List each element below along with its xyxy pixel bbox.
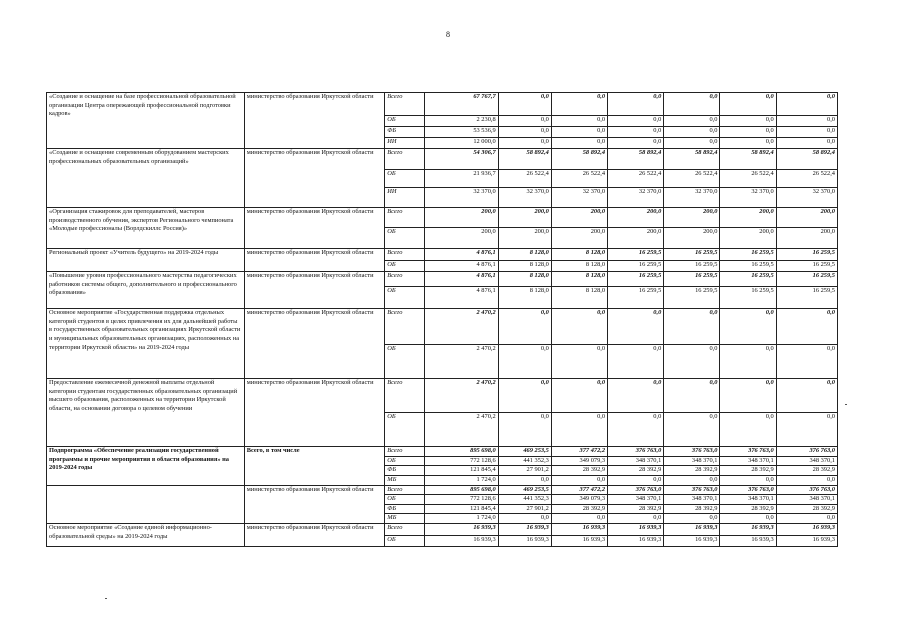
amount-cell: 0,0 [720, 127, 776, 138]
amount-cell: 0,0 [664, 475, 720, 485]
amount-cell: 0,0 [776, 116, 837, 127]
funding-source-cell: Всего [385, 149, 425, 170]
amount-cell: 16 259,5 [776, 287, 837, 309]
amount-cell: 0,0 [498, 345, 551, 379]
amount-cell: 0,0 [720, 345, 776, 379]
amount-cell: 32 370,0 [664, 188, 720, 208]
amount-cell: 26 522,4 [498, 170, 551, 188]
amount-cell: 28 392,9 [608, 466, 664, 476]
amount-cell: 0,0 [776, 413, 837, 447]
amount-cell: 0,0 [551, 379, 607, 413]
amount-cell: 28 392,9 [664, 504, 720, 514]
amount-cell: 58 892,4 [720, 149, 776, 170]
amount-cell: 0,0 [608, 514, 664, 524]
amount-cell: 0,0 [551, 514, 607, 524]
amount-cell: 16 939,3 [551, 536, 607, 547]
funding-source-cell: Всего [385, 447, 425, 457]
funding-source-cell: ОБ [385, 345, 425, 379]
amount-cell: 376 763,0 [776, 447, 837, 457]
funding-source-cell: ФБ [385, 127, 425, 138]
amount-cell: 32 370,0 [720, 188, 776, 208]
amount-cell: 0,0 [720, 514, 776, 524]
amount-cell: 32 370,0 [425, 188, 498, 208]
financing-table [46, 92, 838, 547]
amount-cell: 0,0 [664, 379, 720, 413]
amount-cell: 0,0 [776, 345, 837, 379]
amount-cell: 121 845,4 [425, 504, 498, 514]
table-row [47, 208, 838, 228]
amount-cell: 1 724,0 [425, 475, 498, 485]
amount-cell: 8 128,0 [498, 272, 551, 287]
amount-cell: 0,0 [551, 309, 607, 345]
funding-source-cell: Всего [385, 309, 425, 345]
measure-name-cell: Основное мероприятие «Создание единой информационно-образовательной среды» на 2019-2024 годы [47, 524, 245, 547]
amount-cell: 0,0 [608, 379, 664, 413]
funding-source-cell: ОБ [385, 261, 425, 272]
funding-source-cell: Всего [385, 272, 425, 287]
executor-cell: министерство образования Иркутской области [244, 208, 385, 249]
executor-cell: министерство образования Иркутской области [244, 309, 385, 379]
amount-cell: 58 892,4 [498, 149, 551, 170]
scan-speck [105, 598, 107, 599]
amount-cell: 200,0 [425, 208, 498, 228]
amount-cell: 12 000,0 [425, 138, 498, 149]
amount-cell: 0,0 [664, 345, 720, 379]
amount-cell: 0,0 [720, 475, 776, 485]
amount-cell: 28 392,9 [720, 466, 776, 476]
amount-cell: 0,0 [551, 127, 607, 138]
amount-cell: 16 259,5 [776, 272, 837, 287]
funding-source-cell: ФБ [385, 504, 425, 514]
amount-cell: 27 901,2 [498, 466, 551, 476]
page-number: 8 [446, 30, 450, 39]
table-row [47, 379, 838, 413]
funding-source-cell: Всего [385, 379, 425, 413]
amount-cell: 0,0 [608, 413, 664, 447]
amount-cell: 4 876,1 [425, 261, 498, 272]
scan-speck [845, 404, 847, 405]
amount-cell: 772 128,6 [425, 456, 498, 466]
amount-cell: 200,0 [608, 208, 664, 228]
amount-cell: 200,0 [720, 228, 776, 249]
amount-cell: 0,0 [551, 475, 607, 485]
amount-cell: 16 939,3 [498, 524, 551, 536]
executor-cell: министерство образования Иркутской области [244, 485, 385, 524]
funding-source-cell: ОБ [385, 456, 425, 466]
amount-cell: 16 259,5 [720, 261, 776, 272]
measure-name-cell: «Организация стажировок для преподавателей, мастеров производственного обучения, экспертов Регионального чемпионата «Молодые профессионалы (Ворлдскиллс Россия)» [47, 208, 245, 249]
funding-source-cell: МБ [385, 475, 425, 485]
funding-source-cell: ОБ [385, 116, 425, 127]
amount-cell: 0,0 [608, 116, 664, 127]
amount-cell: 200,0 [664, 208, 720, 228]
amount-cell: 0,0 [664, 309, 720, 345]
amount-cell: 4 876,1 [425, 272, 498, 287]
amount-cell: 16 939,3 [608, 536, 664, 547]
amount-cell: 16 259,5 [664, 249, 720, 261]
amount-cell: 16 259,5 [608, 287, 664, 309]
amount-cell: 469 253,5 [498, 447, 551, 457]
amount-cell: 0,0 [664, 127, 720, 138]
amount-cell: 0,0 [551, 413, 607, 447]
amount-cell: 16 259,5 [608, 261, 664, 272]
amount-cell: 8 128,0 [551, 287, 607, 309]
table-row [47, 447, 838, 457]
measure-name-cell: Основное мероприятие «Государственная поддержка отдельных категорий студентов в целях привлечения их для дальнейшей работы в государственных образовательных организациях Иркутской области и муниципальных образовательных организациях, расположенных на территории Иркутской области» на 2019-2024 годы [47, 309, 245, 379]
amount-cell: 0,0 [551, 138, 607, 149]
amount-cell: 32 370,0 [608, 188, 664, 208]
amount-cell: 2 470,2 [425, 345, 498, 379]
amount-cell: 0,0 [608, 309, 664, 345]
funding-source-cell: Всего [385, 249, 425, 261]
amount-cell: 0,0 [720, 93, 776, 116]
amount-cell: 16 939,3 [720, 536, 776, 547]
funding-source-cell: ИИ [385, 138, 425, 149]
table-row [47, 272, 838, 287]
amount-cell: 441 352,3 [498, 456, 551, 466]
measure-name-cell: «Создание и оснащение современным оборудованием мастерских профессиональных образовательных организаций» [47, 149, 245, 208]
amount-cell: 0,0 [498, 475, 551, 485]
amount-cell: 28 392,9 [551, 504, 607, 514]
measure-name-cell: Подпрограмма «Обеспечение реализации государственной программы и прочие мероприятия в области образования» на 2019-2024 годы [47, 447, 245, 486]
amount-cell: 376 763,0 [776, 485, 837, 495]
table-row [47, 485, 838, 495]
amount-cell: 16 259,5 [720, 249, 776, 261]
table-row [47, 149, 838, 170]
table-row [47, 524, 838, 536]
amount-cell: 0,0 [776, 514, 837, 524]
amount-cell: 16 259,5 [608, 249, 664, 261]
amount-cell: 0,0 [608, 127, 664, 138]
amount-cell: 348 370,1 [776, 495, 837, 505]
amount-cell: 0,0 [776, 309, 837, 345]
amount-cell: 348 370,1 [664, 456, 720, 466]
amount-cell: 200,0 [551, 208, 607, 228]
funding-source-cell: ОБ [385, 287, 425, 309]
measure-name-cell: «Повышение уровня профессионального мастерства педагогических работников системы общего, дополнительного и профессионального образования» [47, 272, 245, 309]
amount-cell: 28 392,9 [776, 504, 837, 514]
executor-cell: министерство образования Иркутской области [244, 93, 385, 149]
amount-cell: 16 259,5 [608, 272, 664, 287]
amount-cell: 469 253,5 [498, 485, 551, 495]
funding-source-cell: Всего [385, 93, 425, 116]
amount-cell: 8 128,0 [498, 261, 551, 272]
amount-cell: 58 892,4 [664, 149, 720, 170]
amount-cell: 377 472,2 [551, 447, 607, 457]
amount-cell: 441 352,3 [498, 495, 551, 505]
amount-cell: 121 845,4 [425, 466, 498, 476]
amount-cell: 53 536,9 [425, 127, 498, 138]
amount-cell: 348 370,1 [720, 495, 776, 505]
amount-cell: 8 128,0 [551, 249, 607, 261]
amount-cell: 200,0 [498, 208, 551, 228]
amount-cell: 200,0 [776, 228, 837, 249]
amount-cell: 348 370,1 [608, 495, 664, 505]
amount-cell: 0,0 [776, 93, 837, 116]
amount-cell: 16 259,5 [664, 272, 720, 287]
funding-source-cell: ОБ [385, 170, 425, 188]
amount-cell: 28 392,9 [776, 466, 837, 476]
table-row [47, 249, 838, 261]
funding-source-cell: ОБ [385, 228, 425, 249]
amount-cell: 16 259,5 [776, 261, 837, 272]
amount-cell: 16 939,3 [776, 536, 837, 547]
amount-cell: 0,0 [498, 116, 551, 127]
amount-cell: 58 892,4 [551, 149, 607, 170]
measure-name-cell [47, 485, 245, 524]
measure-name-cell: Региональный проект «Учитель будущего» на 2019-2024 годы [47, 249, 245, 272]
amount-cell: 0,0 [720, 379, 776, 413]
amount-cell: 200,0 [551, 228, 607, 249]
amount-cell: 200,0 [608, 228, 664, 249]
amount-cell: 28 392,9 [608, 504, 664, 514]
funding-source-cell: МБ [385, 514, 425, 524]
amount-cell: 32 370,0 [498, 188, 551, 208]
amount-cell: 8 128,0 [551, 261, 607, 272]
measure-name-cell: Предоставление ежемесячной денежной выплаты отдельной категории студентам государственных образовательных организаций высшего образования, расположенных на территории Иркутской области, на основании договора о целевом обучении [47, 379, 245, 447]
amount-cell: 26 522,4 [664, 170, 720, 188]
amount-cell: 376 763,0 [664, 485, 720, 495]
amount-cell: 2 230,8 [425, 116, 498, 127]
amount-cell: 16 939,3 [664, 536, 720, 547]
funding-source-cell: ОБ [385, 536, 425, 547]
amount-cell: 67 767,7 [425, 93, 498, 116]
amount-cell: 21 936,7 [425, 170, 498, 188]
amount-cell: 349 079,3 [551, 456, 607, 466]
amount-cell: 200,0 [425, 228, 498, 249]
amount-cell: 200,0 [776, 208, 837, 228]
amount-cell: 376 763,0 [664, 447, 720, 457]
funding-source-cell: Всего [385, 208, 425, 228]
amount-cell: 26 522,4 [608, 170, 664, 188]
amount-cell: 26 522,4 [551, 170, 607, 188]
amount-cell: 54 306,7 [425, 149, 498, 170]
amount-cell: 376 763,0 [720, 447, 776, 457]
amount-cell: 0,0 [664, 93, 720, 116]
amount-cell: 32 370,0 [776, 188, 837, 208]
amount-cell: 0,0 [720, 138, 776, 149]
amount-cell: 200,0 [664, 228, 720, 249]
amount-cell: 0,0 [498, 514, 551, 524]
amount-cell: 348 370,1 [608, 456, 664, 466]
amount-cell: 0,0 [720, 413, 776, 447]
amount-cell: 0,0 [664, 514, 720, 524]
executor-cell: министерство образования Иркутской области [244, 379, 385, 447]
amount-cell: 0,0 [498, 309, 551, 345]
amount-cell: 2 470,2 [425, 413, 498, 447]
amount-cell: 0,0 [608, 345, 664, 379]
amount-cell: 0,0 [498, 413, 551, 447]
amount-cell: 4 876,1 [425, 249, 498, 261]
amount-cell: 0,0 [608, 138, 664, 149]
amount-cell: 2 470,2 [425, 309, 498, 345]
executor-cell: министерство образования Иркутской области [244, 149, 385, 208]
amount-cell: 16 939,3 [664, 524, 720, 536]
amount-cell: 895 698,0 [425, 485, 498, 495]
amount-cell: 0,0 [498, 138, 551, 149]
amount-cell: 348 370,1 [776, 456, 837, 466]
amount-cell: 0,0 [551, 116, 607, 127]
amount-cell: 16 259,5 [720, 272, 776, 287]
amount-cell: 16 939,3 [608, 524, 664, 536]
amount-cell: 0,0 [551, 93, 607, 116]
amount-cell: 0,0 [551, 345, 607, 379]
amount-cell: 0,0 [498, 379, 551, 413]
amount-cell: 0,0 [664, 138, 720, 149]
funding-source-cell: ОБ [385, 495, 425, 505]
amount-cell: 16 259,5 [720, 287, 776, 309]
amount-cell: 376 763,0 [720, 485, 776, 495]
table-body [47, 93, 838, 547]
amount-cell: 28 392,9 [720, 504, 776, 514]
amount-cell: 26 522,4 [776, 170, 837, 188]
executor-cell: министерство образования Иркутской области [244, 249, 385, 272]
table-row [47, 93, 838, 116]
amount-cell: 27 901,2 [498, 504, 551, 514]
amount-cell: 16 259,5 [664, 261, 720, 272]
amount-cell: 200,0 [498, 228, 551, 249]
executor-cell: Всего, в том числе [244, 447, 385, 486]
measure-name-cell: «Создание и оснащение на базе профессиональной образовательной организации Центра опережающей профессиональной подготовки кадров» [47, 93, 245, 149]
funding-source-cell: ИИ [385, 188, 425, 208]
amount-cell: 28 392,9 [551, 466, 607, 476]
amount-cell: 16 939,3 [776, 524, 837, 536]
amount-cell: 16 939,3 [551, 524, 607, 536]
amount-cell: 0,0 [608, 93, 664, 116]
amount-cell: 0,0 [498, 127, 551, 138]
amount-cell: 4 876,1 [425, 287, 498, 309]
amount-cell: 0,0 [776, 127, 837, 138]
amount-cell: 8 128,0 [498, 287, 551, 309]
funding-source-cell: Всего [385, 524, 425, 536]
amount-cell: 58 892,4 [608, 149, 664, 170]
executor-cell: министерство образования Иркутской области [244, 524, 385, 547]
amount-cell: 26 522,4 [720, 170, 776, 188]
amount-cell: 16 939,3 [720, 524, 776, 536]
amount-cell: 16 939,3 [498, 536, 551, 547]
executor-cell: министерство образования Иркутской области [244, 272, 385, 309]
funding-source-cell: Всего [385, 485, 425, 495]
amount-cell: 0,0 [608, 475, 664, 485]
amount-cell: 8 128,0 [498, 249, 551, 261]
amount-cell: 16 259,5 [776, 249, 837, 261]
amount-cell: 0,0 [776, 379, 837, 413]
amount-cell: 0,0 [664, 413, 720, 447]
amount-cell: 0,0 [720, 116, 776, 127]
funding-source-cell: ФБ [385, 466, 425, 476]
amount-cell: 0,0 [664, 116, 720, 127]
amount-cell: 377 472,2 [551, 485, 607, 495]
amount-cell: 349 079,3 [551, 495, 607, 505]
amount-cell: 16 939,3 [425, 524, 498, 536]
amount-cell: 28 392,9 [664, 466, 720, 476]
amount-cell: 772 128,6 [425, 495, 498, 505]
amount-cell: 8 128,0 [551, 272, 607, 287]
funding-source-cell: ОБ [385, 413, 425, 447]
amount-cell: 348 370,1 [720, 456, 776, 466]
amount-cell: 0,0 [776, 475, 837, 485]
amount-cell: 1 724,0 [425, 514, 498, 524]
amount-cell: 0,0 [776, 138, 837, 149]
amount-cell: 16 259,5 [664, 287, 720, 309]
amount-cell: 16 939,3 [425, 536, 498, 547]
amount-cell: 376 763,0 [608, 485, 664, 495]
amount-cell: 200,0 [720, 208, 776, 228]
amount-cell: 348 370,1 [664, 495, 720, 505]
amount-cell: 0,0 [720, 309, 776, 345]
amount-cell: 895 698,0 [425, 447, 498, 457]
amount-cell: 0,0 [498, 93, 551, 116]
amount-cell: 32 370,0 [551, 188, 607, 208]
amount-cell: 58 892,4 [776, 149, 837, 170]
amount-cell: 2 470,2 [425, 379, 498, 413]
amount-cell: 376 763,0 [608, 447, 664, 457]
table-row [47, 309, 838, 345]
